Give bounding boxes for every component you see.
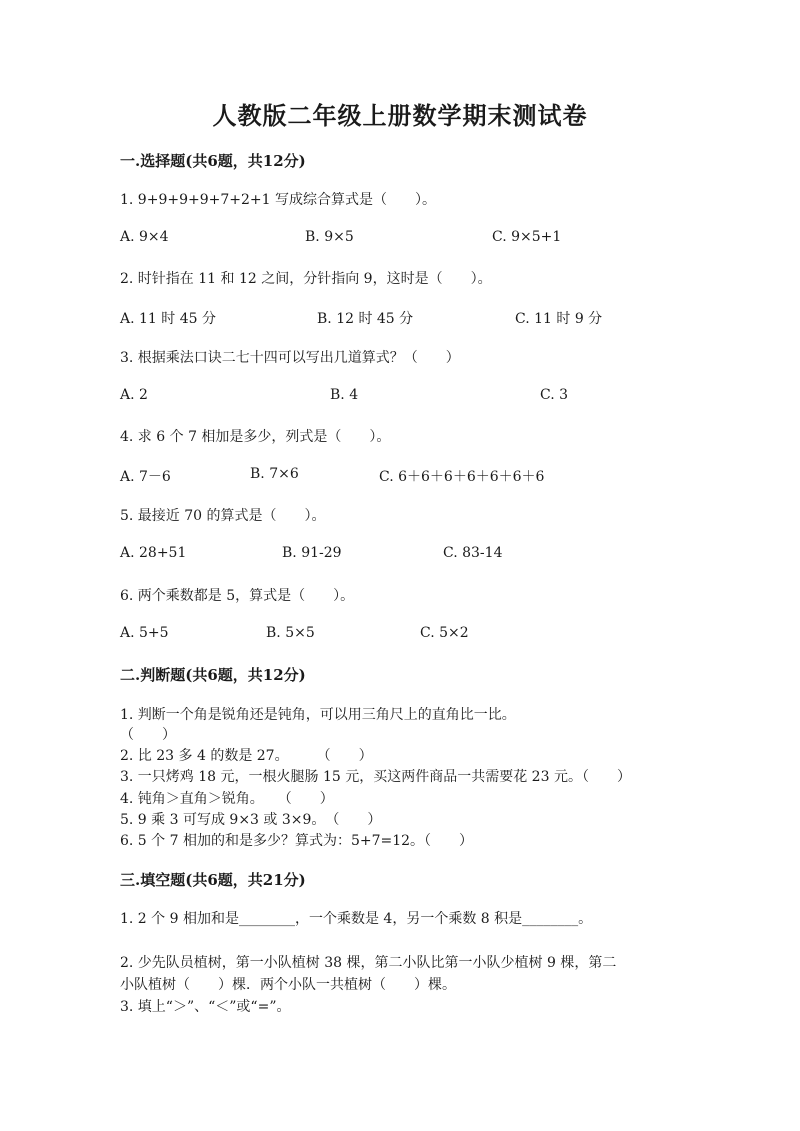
option-b: B. 91-29 [282,545,342,561]
judgement-line: 3. 一只烤鸡 18 元，一根火腿肠 15 元，买这两件商品一共需要花 23 元。（ ） [120,769,631,785]
option-c: C. 9×5+1 [492,229,562,245]
question-text: 2. 时针指在 11 和 12 之间，分针指向 9，这时是（ ）。 [120,271,492,287]
option-b: B. 5×5 [266,625,315,641]
option-c: C. 3 [540,387,569,403]
judgement-line: 4. 钝角＞直角＞锐角。 （ ） [120,791,334,807]
option-b: B. 4 [330,387,359,403]
page-title: 人教版二年级上册数学期末测试卷 [212,101,588,130]
fill-blank-line: 3. 填上“＞”、“＜”或“=”。 [120,999,291,1015]
question-text: 1. 9+9+9+9+7+2+1 写成综合算式是（ ）。 [120,192,436,208]
judgement-line: 5. 9 乘 3 可写成 9×3 或 3×9。 （ ） [120,812,382,828]
option-b: B. 12 时 45 分 [317,311,414,327]
option-a: A. 11 时 45 分 [120,311,216,327]
judgement-line: （ ） [120,727,176,743]
fill-blank-line: 1. 2 个 9 相加和是________，一个乘数是 4，另一个乘数 8 积是________。 [120,911,593,927]
section-header-fill-blank: 三.填空题(共6题，共21分) [120,871,306,889]
question-text: 6. 两个乘数都是 5，算式是（ ）。 [120,588,355,604]
judgement-line: 2. 比 23 多 4 的数是 27。 （ ） [120,748,373,764]
option-a: A. 28+51 [120,545,187,561]
option-a: A. 7－6 [120,469,171,485]
option-a: A. 2 [120,387,148,403]
judgement-line: 6. 5 个 7 相加的和是多少？算式为：5+7=12。（ ） [120,833,474,849]
judgement-line: 1. 判断一个角是锐角还是钝角，可以用三角尺上的直角比一比。 [120,707,516,723]
option-a: A. 9×4 [120,229,169,245]
question-text: 3. 根据乘法口诀二七十四可以写出几道算式？（ ） [120,350,460,366]
fill-blank-line: 小队植树（ ）棵．两个小队一共植树（ ）棵。 [120,977,456,993]
section-header-choice: 一.选择题(共6题，共12分) [120,152,306,170]
option-b: B. 9×5 [305,229,354,245]
option-c: C. 5×2 [420,625,469,641]
question-text: 4. 求 6 个 7 相加是多少，列式是（ ）。 [120,429,391,445]
option-c: C. 83-14 [443,545,503,561]
option-c: C. 6＋6＋6＋6＋6＋6＋6 [379,469,545,485]
option-b: B. 7×6 [250,466,299,482]
question-text: 5. 最接近 70 的算式是（ ）。 [120,508,326,524]
option-c: C. 11 时 9 分 [515,311,603,327]
section-header-judgement: 二.判断题(共6题，共12分) [120,666,306,684]
option-a: A. 5+5 [120,625,169,641]
fill-blank-line: 2. 少先队员植树，第一小队植树 38 棵，第二小队比第一小队少植树 9 棵，第二 [120,955,617,971]
